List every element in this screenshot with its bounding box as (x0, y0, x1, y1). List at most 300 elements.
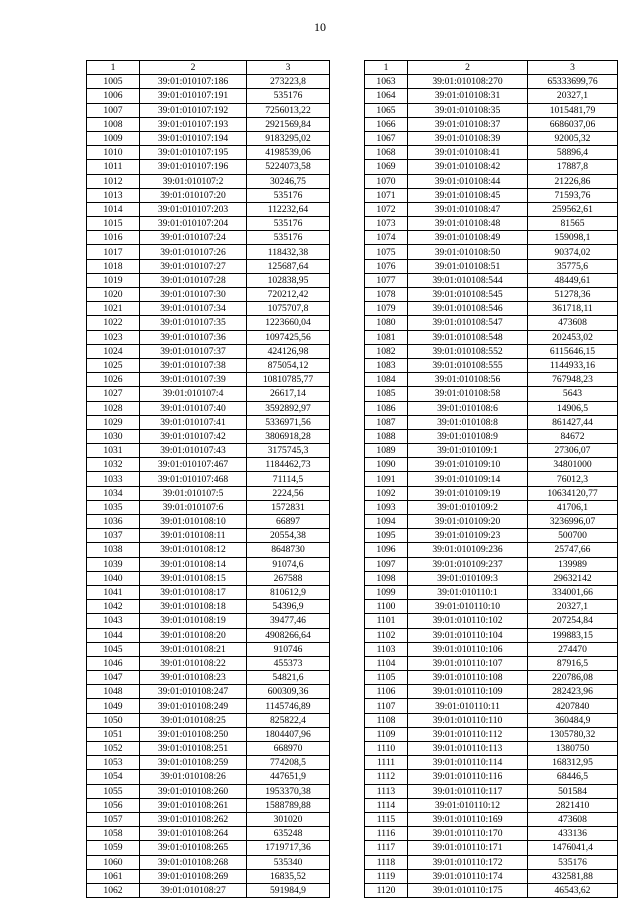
value-cell: 1476041,4 (528, 841, 618, 855)
row-number-cell: 1048 (87, 685, 140, 699)
cadastral-id-cell: 39:01:010108:18 (140, 600, 247, 614)
row-number-cell: 1112 (365, 770, 408, 784)
table-row (365, 131, 618, 145)
cadastral-id-cell: 39:01:010110:10 (408, 600, 528, 614)
row-number-cell: 1017 (87, 245, 140, 259)
cadastral-id-cell: 39:01:010108:268 (140, 855, 247, 869)
cadastral-id-cell: 39:01:010110:11 (408, 699, 528, 713)
column-header-value: 3 (528, 61, 618, 75)
cadastral-id-cell: 39:01:010108:41 (408, 146, 528, 160)
row-number-cell: 1093 (365, 500, 408, 514)
value-cell: 1588789,88 (247, 798, 330, 812)
cadastral-id-cell: 39:01:010108:56 (408, 373, 528, 387)
cadastral-id-cell: 39:01:010109:20 (408, 515, 528, 529)
row-number-cell: 1057 (87, 812, 140, 826)
row-number-cell: 1014 (87, 202, 140, 216)
table-row (87, 585, 330, 599)
table-row (87, 330, 330, 344)
row-number-cell: 1006 (87, 89, 140, 103)
row-number-cell: 1051 (87, 727, 140, 741)
value-cell: 5643 (528, 387, 618, 401)
table-row (87, 756, 330, 770)
table-row (365, 671, 618, 685)
cadastral-id-cell: 39:01:010108:555 (408, 358, 528, 372)
value-cell: 84672 (528, 429, 618, 443)
cadastral-id-cell: 39:01:010110:171 (408, 841, 528, 855)
cadastral-id-cell: 39:01:010108:21 (140, 642, 247, 656)
row-number-cell: 1083 (365, 358, 408, 372)
cadastral-id-cell: 39:01:010108:58 (408, 387, 528, 401)
row-number-cell: 1119 (365, 869, 408, 883)
row-number-cell: 1036 (87, 515, 140, 529)
table-row (365, 685, 618, 699)
table-row (87, 245, 330, 259)
cadastral-id-cell: 39:01:010107:192 (140, 103, 247, 117)
table-row (365, 699, 618, 713)
row-number-cell: 1102 (365, 628, 408, 642)
cadastral-id-cell: 39:01:010109:19 (408, 486, 528, 500)
column-header-cadastral-id: 2 (408, 61, 528, 75)
value-cell: 274470 (528, 642, 618, 656)
value-cell: 66897 (247, 515, 330, 529)
row-number-cell: 1085 (365, 387, 408, 401)
row-number-cell: 1025 (87, 358, 140, 372)
value-cell: 875054,12 (247, 358, 330, 372)
cadastral-id-cell: 39:01:010108:39 (408, 131, 528, 145)
table-row (365, 259, 618, 273)
value-cell: 635248 (247, 827, 330, 841)
cadastral-id-cell: 39:01:010107:193 (140, 117, 247, 131)
row-number-cell: 1028 (87, 401, 140, 415)
row-number-cell: 1118 (365, 855, 408, 869)
value-cell: 455373 (247, 656, 330, 670)
cadastral-id-cell: 39:01:010107:24 (140, 231, 247, 245)
cadastral-id-cell: 39:01:010108:42 (408, 160, 528, 174)
table-row (365, 784, 618, 798)
cadastral-id-cell: 39:01:010108:260 (140, 784, 247, 798)
table-row (87, 827, 330, 841)
cadastral-id-cell: 39:01:010108:262 (140, 812, 247, 826)
cadastral-id-cell: 39:01:010108:247 (140, 685, 247, 699)
cadastral-id-cell: 39:01:010108:8 (408, 415, 528, 429)
value-cell: 500700 (528, 529, 618, 543)
cadastral-id-cell: 39:01:010108:251 (140, 742, 247, 756)
value-cell: 16835,52 (247, 869, 330, 883)
cadastral-id-cell: 39:01:010108:259 (140, 756, 247, 770)
value-cell: 8648730 (247, 543, 330, 557)
value-cell: 58896,4 (528, 146, 618, 160)
value-cell: 6115646,15 (528, 344, 618, 358)
table-row (365, 500, 618, 514)
value-cell: 473608 (528, 316, 618, 330)
row-number-cell: 1072 (365, 202, 408, 216)
value-cell: 334001,66 (528, 585, 618, 599)
table-row (365, 841, 618, 855)
row-number-cell: 1068 (365, 146, 408, 160)
table-row (87, 302, 330, 316)
value-cell: 29632142 (528, 571, 618, 585)
table-row (365, 373, 618, 387)
table-row (365, 444, 618, 458)
row-number-cell: 1005 (87, 75, 140, 89)
value-cell: 282423,96 (528, 685, 618, 699)
table-row (87, 628, 330, 642)
table-row (87, 415, 330, 429)
table-row (365, 401, 618, 415)
cadastral-id-cell: 39:01:010108:25 (140, 713, 247, 727)
cadastral-id-cell: 39:01:010108:9 (408, 429, 528, 443)
row-number-cell: 1047 (87, 671, 140, 685)
table-row (87, 543, 330, 557)
cadastral-id-cell: 39:01:010108:51 (408, 259, 528, 273)
value-cell: 4198539,06 (247, 146, 330, 160)
cadastral-id-cell: 39:01:010108:11 (140, 529, 247, 543)
value-cell: 273223,8 (247, 75, 330, 89)
cadastral-id-cell: 39:01:010108:20 (140, 628, 247, 642)
value-cell: 5336971,56 (247, 415, 330, 429)
cadastral-id-cell: 39:01:010107:20 (140, 188, 247, 202)
table-row (365, 756, 618, 770)
cadastral-id-cell: 39:01:010110:112 (408, 727, 528, 741)
row-number-cell: 1056 (87, 798, 140, 812)
row-number-cell: 1094 (365, 515, 408, 529)
table-row (87, 770, 330, 784)
row-number-cell: 1009 (87, 131, 140, 145)
row-number-cell: 1024 (87, 344, 140, 358)
value-cell: 767948,23 (528, 373, 618, 387)
cadastral-id-cell: 39:01:010108:19 (140, 614, 247, 628)
cadastral-id-cell: 39:01:010109:1 (408, 444, 528, 458)
cadastral-id-cell: 39:01:010110:109 (408, 685, 528, 699)
row-number-cell: 1038 (87, 543, 140, 557)
value-cell: 501584 (528, 784, 618, 798)
cadastral-id-cell: 39:01:010108:265 (140, 841, 247, 855)
row-number-cell: 1034 (87, 486, 140, 500)
row-number-cell: 1069 (365, 160, 408, 174)
table-row (365, 656, 618, 670)
table-row (87, 373, 330, 387)
value-cell: 535176 (247, 89, 330, 103)
table-row (365, 713, 618, 727)
row-number-cell: 1061 (87, 869, 140, 883)
value-cell: 34801000 (528, 458, 618, 472)
table-row (87, 500, 330, 514)
row-number-cell: 1113 (365, 784, 408, 798)
table-row (87, 515, 330, 529)
value-cell: 1223660,04 (247, 316, 330, 330)
table-row (87, 429, 330, 443)
cadastral-id-cell: 39:01:010107:196 (140, 160, 247, 174)
row-number-cell: 1116 (365, 827, 408, 841)
column-header-value: 3 (247, 61, 330, 75)
cadastral-id-cell: 39:01:010107:195 (140, 146, 247, 160)
cadastral-id-cell: 39:01:010108:27 (140, 883, 247, 897)
value-cell: 861427,44 (528, 415, 618, 429)
value-cell: 424126,98 (247, 344, 330, 358)
value-cell: 1719717,36 (247, 841, 330, 855)
cadastral-id-cell: 39:01:010108:6 (408, 401, 528, 415)
table-row (87, 841, 330, 855)
table-row (87, 713, 330, 727)
cadastral-id-cell: 39:01:010107:6 (140, 500, 247, 514)
row-number-cell: 1067 (365, 131, 408, 145)
table-row (87, 642, 330, 656)
table-row (365, 429, 618, 443)
cadastral-id-cell: 39:01:010108:545 (408, 288, 528, 302)
value-cell: 1097425,56 (247, 330, 330, 344)
cadastral-table-left (86, 60, 330, 898)
table-row (87, 869, 330, 883)
row-number-cell: 1016 (87, 231, 140, 245)
row-number-cell: 1031 (87, 444, 140, 458)
row-number-cell: 1055 (87, 784, 140, 798)
table-row (365, 103, 618, 117)
cadastral-id-cell: 39:01:010109:10 (408, 458, 528, 472)
cadastral-id-cell: 39:01:010107:26 (140, 245, 247, 259)
row-number-cell: 1082 (365, 344, 408, 358)
row-number-cell: 1053 (87, 756, 140, 770)
value-cell: 825822,4 (247, 713, 330, 727)
row-number-cell: 1104 (365, 656, 408, 670)
row-number-cell: 1107 (365, 699, 408, 713)
column-header-cadastral-id: 2 (140, 61, 247, 75)
row-number-cell: 1108 (365, 713, 408, 727)
value-cell: 202453,02 (528, 330, 618, 344)
cadastral-id-cell: 39:01:010109:14 (408, 472, 528, 486)
table-row (87, 316, 330, 330)
row-number-cell: 1106 (365, 685, 408, 699)
value-cell: 9183295,02 (247, 131, 330, 145)
cadastral-id-cell: 39:01:010110:104 (408, 628, 528, 642)
cadastral-id-cell: 39:01:010107:5 (140, 486, 247, 500)
table-row (365, 869, 618, 883)
value-cell: 600309,36 (247, 685, 330, 699)
cadastral-id-cell: 39:01:010107:35 (140, 316, 247, 330)
cadastral-id-cell: 39:01:010107:42 (140, 429, 247, 443)
cadastral-id-cell: 39:01:010108:12 (140, 543, 247, 557)
cadastral-id-cell: 39:01:010107:36 (140, 330, 247, 344)
row-number-cell: 1049 (87, 699, 140, 713)
cadastral-id-cell: 39:01:010108:552 (408, 344, 528, 358)
row-number-cell: 1092 (365, 486, 408, 500)
cadastral-id-cell: 39:01:010108:17 (140, 585, 247, 599)
row-number-cell: 1041 (87, 585, 140, 599)
row-number-cell: 1086 (365, 401, 408, 415)
value-cell: 2821410 (528, 798, 618, 812)
cadastral-id-cell: 39:01:010109:237 (408, 557, 528, 571)
cadastral-id-cell: 39:01:010108:249 (140, 699, 247, 713)
table-row (365, 160, 618, 174)
table-row (365, 146, 618, 160)
page-number: 10 (314, 20, 326, 34)
value-cell: 30246,75 (247, 174, 330, 188)
value-cell: 1305780,32 (528, 727, 618, 741)
table-row (87, 855, 330, 869)
table-row (365, 472, 618, 486)
row-number-cell: 1073 (365, 217, 408, 231)
cadastral-id-cell: 39:01:010108:250 (140, 727, 247, 741)
value-cell: 3592892,97 (247, 401, 330, 415)
column-header-number: 1 (365, 61, 408, 75)
cadastral-id-cell: 39:01:010110:12 (408, 798, 528, 812)
cadastral-id-cell: 39:01:010110:169 (408, 812, 528, 826)
row-number-cell: 1071 (365, 188, 408, 202)
value-cell: 535176 (247, 217, 330, 231)
cadastral-id-cell: 39:01:010107:38 (140, 358, 247, 372)
row-number-cell: 1058 (87, 827, 140, 841)
cadastral-id-cell: 39:01:010109:23 (408, 529, 528, 543)
cadastral-id-cell: 39:01:010108:45 (408, 188, 528, 202)
row-number-cell: 1039 (87, 557, 140, 571)
cadastral-id-cell: 39:01:010110:106 (408, 642, 528, 656)
cadastral-id-cell: 39:01:010108:47 (408, 202, 528, 216)
row-number-cell: 1096 (365, 543, 408, 557)
row-number-cell: 1064 (365, 89, 408, 103)
value-cell: 535176 (247, 231, 330, 245)
table-row (365, 316, 618, 330)
row-number-cell: 1044 (87, 628, 140, 642)
cadastral-id-cell: 39:01:010110:174 (408, 869, 528, 883)
value-cell: 535176 (528, 855, 618, 869)
value-cell: 92005,32 (528, 131, 618, 145)
table-row (365, 174, 618, 188)
cadastral-id-cell: 39:01:010109:236 (408, 543, 528, 557)
value-cell: 27306,07 (528, 444, 618, 458)
row-number-cell: 1033 (87, 472, 140, 486)
value-cell: 535176 (247, 188, 330, 202)
table-row (365, 288, 618, 302)
table-row (365, 302, 618, 316)
row-number-cell: 1088 (365, 429, 408, 443)
table-row (365, 217, 618, 231)
table-row (87, 444, 330, 458)
row-number-cell: 1032 (87, 458, 140, 472)
cadastral-id-cell: 39:01:010110:107 (408, 656, 528, 670)
row-number-cell: 1084 (365, 373, 408, 387)
table-row (365, 75, 618, 89)
row-number-cell: 1011 (87, 160, 140, 174)
table-row (365, 742, 618, 756)
cadastral-id-cell: 39:01:010110:1 (408, 585, 528, 599)
row-number-cell: 1026 (87, 373, 140, 387)
value-cell: 810612,9 (247, 585, 330, 599)
table-row (365, 117, 618, 131)
table-row (365, 358, 618, 372)
value-cell: 35775,6 (528, 259, 618, 273)
value-cell: 10634120,77 (528, 486, 618, 500)
value-cell: 46543,62 (528, 883, 618, 897)
value-cell: 41706,1 (528, 500, 618, 514)
row-number-cell: 1117 (365, 841, 408, 855)
table-row (365, 883, 618, 897)
table-row (87, 75, 330, 89)
value-cell: 1572831 (247, 500, 330, 514)
row-number-cell: 1045 (87, 642, 140, 656)
value-cell: 301020 (247, 812, 330, 826)
value-cell: 112232,64 (247, 202, 330, 216)
row-number-cell: 1012 (87, 174, 140, 188)
value-cell: 259562,61 (528, 202, 618, 216)
value-cell: 54396,9 (247, 600, 330, 614)
cadastral-id-cell: 39:01:010110:172 (408, 855, 528, 869)
value-cell: 118432,38 (247, 245, 330, 259)
value-cell: 168312,95 (528, 756, 618, 770)
value-cell: 68446,5 (528, 770, 618, 784)
table-row (365, 585, 618, 599)
value-cell: 720212,42 (247, 288, 330, 302)
row-number-cell: 1010 (87, 146, 140, 160)
cadastral-id-cell: 39:01:010110:110 (408, 713, 528, 727)
row-number-cell: 1097 (365, 557, 408, 571)
cadastral-id-cell: 39:01:010107:468 (140, 472, 247, 486)
table-row (87, 131, 330, 145)
cadastral-id-cell: 39:01:010107:43 (140, 444, 247, 458)
table-row (87, 486, 330, 500)
row-number-cell: 1114 (365, 798, 408, 812)
row-number-cell: 1070 (365, 174, 408, 188)
value-cell: 139989 (528, 557, 618, 571)
row-number-cell: 1046 (87, 656, 140, 670)
row-number-cell: 1079 (365, 302, 408, 316)
table-row (87, 288, 330, 302)
value-cell: 71593,76 (528, 188, 618, 202)
row-number-cell: 1100 (365, 600, 408, 614)
value-cell: 7256013,22 (247, 103, 330, 117)
table-row (365, 89, 618, 103)
table-row (87, 259, 330, 273)
table-header-row (365, 61, 618, 75)
cadastral-id-cell: 39:01:010107:40 (140, 401, 247, 415)
row-number-cell: 1087 (365, 415, 408, 429)
value-cell: 10810785,77 (247, 373, 330, 387)
table-row (87, 798, 330, 812)
table-row (87, 671, 330, 685)
value-cell: 39477,46 (247, 614, 330, 628)
row-number-cell: 1065 (365, 103, 408, 117)
table-row (87, 231, 330, 245)
row-number-cell: 1075 (365, 245, 408, 259)
table-row (87, 742, 330, 756)
value-cell: 1144933,16 (528, 358, 618, 372)
value-cell: 90374,02 (528, 245, 618, 259)
cadastral-id-cell: 39:01:010107:203 (140, 202, 247, 216)
value-cell: 361718,11 (528, 302, 618, 316)
cadastral-id-cell: 39:01:010107:186 (140, 75, 247, 89)
value-cell: 668970 (247, 742, 330, 756)
table-row (87, 557, 330, 571)
row-number-cell: 1078 (365, 288, 408, 302)
row-number-cell: 1037 (87, 529, 140, 543)
column-header-number: 1 (87, 61, 140, 75)
cadastral-id-cell: 39:01:010108:270 (408, 75, 528, 89)
table-row (87, 117, 330, 131)
row-number-cell: 1029 (87, 415, 140, 429)
row-number-cell: 1035 (87, 500, 140, 514)
cadastral-id-cell: 39:01:010107:28 (140, 273, 247, 287)
cadastral-table-right (364, 60, 618, 898)
row-number-cell: 1077 (365, 273, 408, 287)
row-number-cell: 1050 (87, 713, 140, 727)
table-row (87, 472, 330, 486)
table-row (87, 614, 330, 628)
cadastral-id-cell: 39:01:010107:37 (140, 344, 247, 358)
value-cell: 1184462,73 (247, 458, 330, 472)
table-row (365, 557, 618, 571)
value-cell: 25747,66 (528, 543, 618, 557)
value-cell: 447651,9 (247, 770, 330, 784)
cadastral-id-cell: 39:01:010108:50 (408, 245, 528, 259)
row-number-cell: 1013 (87, 188, 140, 202)
